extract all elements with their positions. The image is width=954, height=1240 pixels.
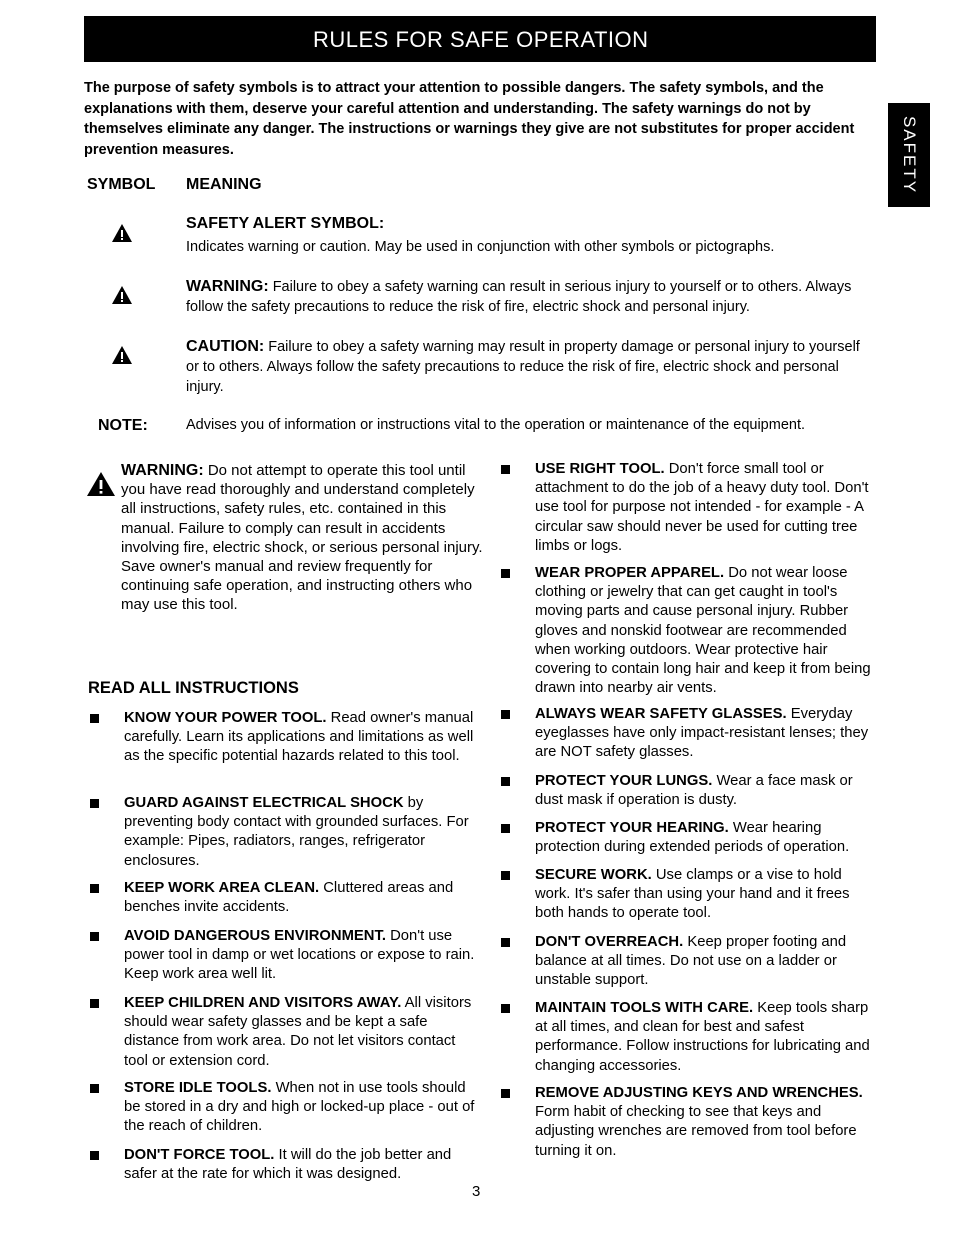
warning-label: WARNING: [186,278,269,295]
square-bullet-icon [501,710,510,719]
caution-label: CAUTION: [186,338,265,355]
read-all-instructions-heading: READ ALL INSTRUCTIONS [88,679,299,697]
square-bullet-icon [90,884,99,893]
safety-alert-title: SAFETY ALERT SYMBOL: [186,215,385,232]
warning-triangle-icon [111,345,133,365]
square-bullet-icon [90,999,99,1008]
safety-rule: AVOID DANGEROUS ENVIRONMENT. Don't use power tool in damp or wet locations or expose to rain. Keep work area well lit. [124,927,479,985]
safety-rule: SECURE WORK. Use clamps or a vise to hold work. It's safer than using your hand and it frees both hands to operate tool. [535,866,880,924]
warning-triangle-icon [111,223,133,243]
safety-rule: DON'T FORCE TOOL. It will do the job better and safer at the rate for which it was designed. [124,1146,479,1184]
square-bullet-icon [90,1084,99,1093]
main-warning-label: WARNING: [121,462,204,479]
square-bullet-icon [90,1151,99,1160]
intro-paragraph: The purpose of safety symbols is to attract your attention to possible dangers. The safety symbols, and the explanations with them, deserve your careful attention and understanding. The safety warnings do not by themselves eliminate any danger. The instructions or warnings they give are not substitutes for proper accident prevention measures. [84,80,855,158]
square-bullet-icon [501,871,510,880]
safety-rule: STORE IDLE TOOLS. When not in use tools should be stored in a dry and high or locked-up place - out of the reach of children. [124,1079,479,1137]
page-title: RULES FOR SAFE OPERATION [313,27,649,52]
caution-text: Failure to obey a safety warning may result in property damage or personal injury to yourself or to others. Always follow the safety precautions to reduce the risk of fire, electric shock and personal injury. [186,339,860,395]
page-header [84,16,876,62]
note-text: Advises you of information or instructions vital to the operation or maintenance of the equipment. [186,417,806,433]
safety-rule: PROTECT YOUR HEARING. Wear hearing protection during extended periods of operation. [535,819,880,857]
safety-rule: WEAR PROPER APPAREL. Do not wear loose clothing or jewelry that can get caught in tool's moving parts and cause personal injury. Rubber gloves and nonskid footwear are recommended when working outdoors. Wear protective hair covering to contain long hair and keep it from being drawn into nearby air vents. [535,564,880,698]
safety-alert-text: Indicates warning or caution. May be used in conjunction with other symbols or pictographs. [186,239,775,255]
square-bullet-icon [501,1089,510,1098]
safety-rule: USE RIGHT TOOL. Don't force small tool or attachment to do the job of a heavy duty tool. Don't use tool for purpose not intended - for example - A circular saw should never be used for cutting tree limbs or logs. [535,460,880,556]
square-bullet-icon [501,824,510,833]
meaning-column-heading: MEANING [186,176,262,193]
warning-definition [186,277,876,317]
section-tab [888,103,930,207]
safety-rule: KNOW YOUR POWER TOOL. Read owner's manual carefully. Learn its applications and limitations as well as the specific potential hazards related to this tool. [124,709,479,767]
warning-text: Failure to obey a safety warning can result in serious injury to yourself or to others. Always follow the safety precautions to reduce the risk of fire, electric shock and personal injury. [186,279,852,315]
square-bullet-icon [90,799,99,808]
note-label: NOTE: [98,417,148,434]
square-bullet-icon [501,569,510,578]
square-bullet-icon [501,1004,510,1013]
safety-rule: KEEP WORK AREA CLEAN. Cluttered areas and benches invite accidents. [124,879,479,917]
warning-triangle-icon [111,285,133,305]
safety-rule: ALWAYS WEAR SAFETY GLASSES. Everyday eyeglasses have only impact-resistant lenses; they are NOT safety glasses. [535,705,880,763]
safety-rule: KEEP CHILDREN AND VISITORS AWAY. All visitors should wear safety glasses and be kept a safe distance from work area. Do not let visitors contact tool or extension cord. [124,994,479,1071]
square-bullet-icon [90,932,99,941]
safety-rule: PROTECT YOUR LUNGS. Wear a face mask or dust mask if operation is dusty. [535,772,880,810]
section-tab-label: SAFETY [900,115,919,195]
safety-rule: GUARD AGAINST ELECTRICAL SHOCK by preventing body contact with grounded surfaces. For example: Pipes, radiators, ranges, refrigerator enclosures. [124,794,479,871]
symbol-column-heading: SYMBOL [87,176,156,193]
square-bullet-icon [501,777,510,786]
square-bullet-icon [501,938,510,947]
page-number: 3 [472,1183,481,1200]
square-bullet-icon [90,714,99,723]
main-warning-text: Do not attempt to operate this tool until you have read thoroughly and understand completely all instructions, safety rules, etc. contained in this manual. Failure to comply can result in accidents involving fire, electric shock, or serious personal injury. Save owner's manual and review frequently for continuing safe operation, and instructing others who may use this tool. [121,462,483,614]
safety-rule: DON'T OVERREACH. Keep proper footing and balance at all times. Do not use on a ladder or unstable support. [535,933,880,991]
safety-rule: REMOVE ADJUSTING KEYS AND WRENCHES. Form habit of checking to see that keys and adjusting wrenches are removed from tool before turning it on. [535,1084,880,1161]
square-bullet-icon [501,465,510,474]
safety-rule: MAINTAIN TOOLS WITH CARE. Keep tools sharp at all times, and clean for best and safest performance. Follow instructions for lubricating and changing accessories. [535,999,880,1076]
warning-triangle-icon [86,471,116,497]
caution-definition [186,337,876,397]
